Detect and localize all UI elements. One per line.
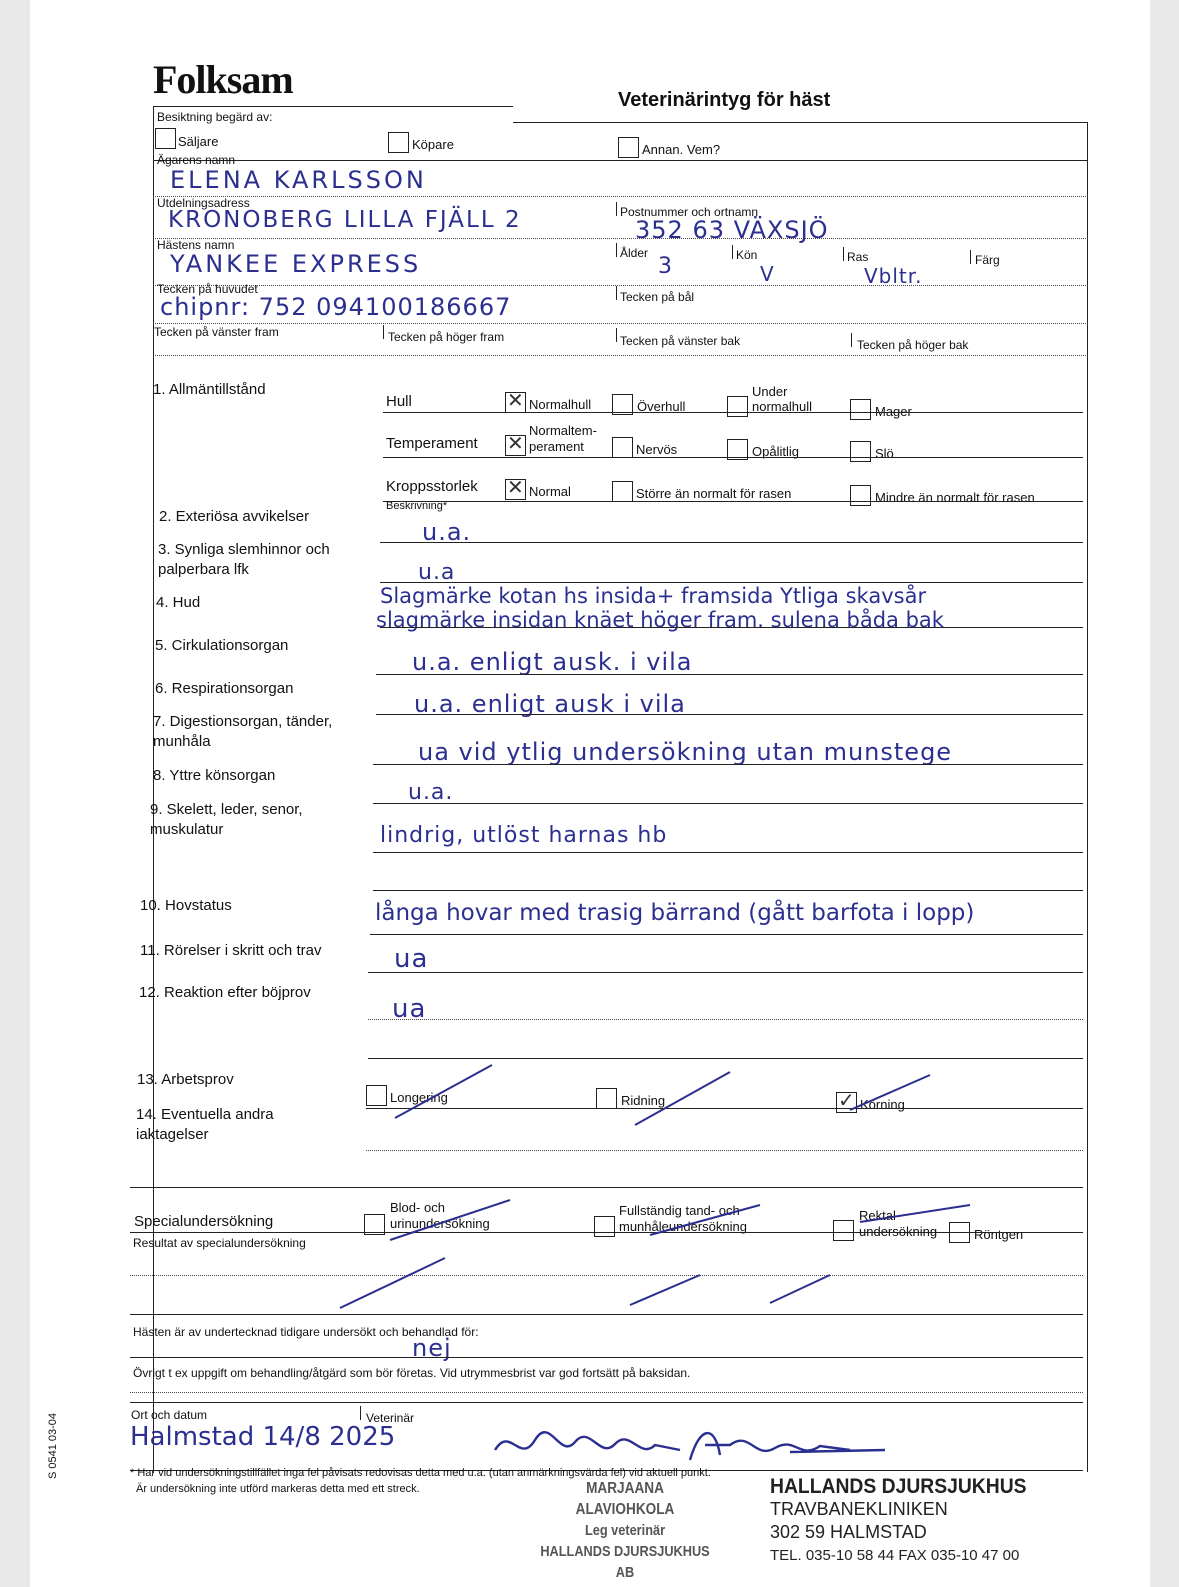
breed-label: Ras	[847, 250, 869, 264]
section-11-value: ua	[394, 944, 429, 974]
age-label: Ålder	[620, 246, 649, 260]
other-label: Annan. Vem?	[642, 142, 721, 157]
section-11-label: 11. Rörelser i skritt och trav	[140, 942, 322, 959]
form-sheet	[30, 0, 1150, 1587]
temperament-nervous-label: Nervös	[636, 442, 678, 457]
rectal-label: Rektal- undersökning	[859, 1208, 938, 1239]
sex-value: V	[760, 262, 775, 286]
strike-lines	[30, 0, 1150, 1587]
section-4-label: 4. Hud	[156, 594, 201, 611]
hull-label: Hull	[386, 393, 412, 410]
vet-label: Veterinär	[366, 1411, 415, 1425]
section-14-label: 14. Eventuella andra iaktagelser	[136, 1106, 274, 1143]
section-2-value: u.a.	[422, 518, 472, 546]
section-10-value: långa hovar med trasig bärrand (gått barfota i lopp)	[375, 900, 975, 926]
hull-over-label: Överhull	[637, 399, 686, 414]
section-5-label: 5. Cirkulationsorgan	[155, 637, 289, 654]
previous-value: nej	[412, 1334, 452, 1362]
special-result-label: Resultat av specialundersökning	[133, 1236, 306, 1250]
driving-label: Körning	[860, 1097, 905, 1112]
lh-markings-label: Tecken på vänster bak	[620, 334, 741, 348]
temperament-label: Temperament	[386, 435, 478, 452]
section-6-label: 6. Respirationsorgan	[155, 680, 294, 697]
sex-label: Kön	[736, 248, 758, 262]
other-notes-label: Övrigt t ex uppgift om behandling/åtgärd som bör företas. Vid utrymmesbrist var god fortsätt på baksidan.	[133, 1366, 691, 1380]
size-label: Kroppsstorlek	[386, 478, 478, 495]
section-3-value: u.a	[418, 560, 456, 585]
size-larger-label: Större än normalt för rasen	[636, 486, 792, 501]
section-8-label: 8. Yttre könsorgan	[153, 767, 276, 784]
size-normal-label: Normal	[529, 484, 571, 499]
stamp-vet-org: HALLANDS DJURSJUKHUS AB	[540, 1543, 710, 1581]
section-10-label: 10. Hovstatus	[140, 897, 232, 914]
section-9-label: 9. Skelett, leder, senor, muskulatur	[150, 801, 303, 838]
section-7-value: ua vid ytlig undersökning utan munstege	[418, 738, 953, 766]
breed-value: Vbltr.	[864, 264, 923, 288]
horse-name-value: YANKEE EXPRESS	[170, 250, 422, 278]
section-12-value: ua	[392, 994, 427, 1024]
dental-label: Fullständig tand- och munhåleundersökning	[619, 1203, 747, 1234]
owner-value: ELENA KARLSSON	[170, 166, 427, 194]
previous-label: Hästen är av undertecknad tidigare undersökt och behandlad för:	[133, 1325, 479, 1339]
longering-label: Longering	[390, 1090, 448, 1105]
form-code: S 0541 03-04	[47, 1412, 60, 1480]
postal-label: Postnummer och ortnamn	[620, 205, 759, 219]
section-13-label: 13. Arbetsprov	[137, 1071, 234, 1088]
head-markings-label: Tecken på huvudet	[157, 282, 258, 296]
section-8-value: u.a.	[408, 780, 454, 805]
temperament-normal-label: Normaltem- perament	[529, 423, 597, 454]
seller-label: Säljare	[178, 134, 219, 149]
requested-label: Besiktning begärd av:	[157, 110, 273, 124]
description-label: Beskrivning*	[386, 500, 448, 512]
section-7-label: 7. Digestionsorgan, tänder, munhåla	[153, 713, 333, 750]
footnote-2: Är undersökning inte utförd markeras detta med ett streck.	[136, 1483, 420, 1495]
check-mark-icon: ✕	[507, 433, 524, 455]
size-smaller-label: Mindre än normalt för rasen	[875, 490, 1035, 505]
stamp-clinic-name: HALLANDS DJURSJUKHUS	[770, 1475, 1027, 1498]
place-date-label: Ort och datum	[131, 1408, 208, 1422]
stamp-vet-name: MARJAANA ALAVIOHKOLA	[575, 1480, 675, 1518]
rh-markings-label: Tecken på höger bak	[857, 338, 969, 352]
section-6-value: u.a. enligt ausk i vila	[414, 690, 686, 718]
owner-label: Ägarens namn	[157, 153, 236, 167]
section-5-value: u.a. enligt ausk. i vila	[412, 648, 693, 676]
color-label: Färg	[975, 253, 1000, 267]
section-12-label: 12. Reaktion efter böjprov	[139, 984, 311, 1001]
postal-value: 352 63 VÄXSJÖ	[635, 216, 829, 244]
riding-label: Ridning	[621, 1093, 666, 1108]
hull-under-label: Under normalhull	[752, 384, 812, 414]
section-4-value: Slagmärke kotan hs insida+ framsida Ytliga skavsår	[380, 584, 927, 608]
address-value: KRONOBERG LILLA FJÄLL 2	[168, 207, 522, 233]
xray-label: Röntgen	[974, 1227, 1024, 1242]
body-markings-label: Tecken på bål	[620, 290, 695, 304]
rf-markings-label: Tecken på höger fram	[388, 330, 505, 344]
head-markings-value: chipnr: 752 094100186667	[160, 293, 512, 321]
check-mark-icon: ✓	[838, 1090, 855, 1112]
vet-stamp	[520, 1478, 730, 1583]
horse-name-label: Hästens namn	[157, 238, 235, 252]
hull-normal-label: Normalhull	[529, 397, 592, 412]
blood-urine-label: Blod- och urinundersökning	[390, 1200, 490, 1231]
place-date-value: Halmstad 14/8 2025	[130, 1422, 396, 1452]
hull-lean-label: Mager	[875, 404, 912, 419]
stamp-clinic-phone: TEL. 035-10 58 44 FAX 035-10 47 00	[770, 1547, 1020, 1564]
stamp-clinic-address: 302 59 HALMSTAD	[770, 1522, 927, 1542]
stamp-clinic-dept: TRAVBANEKLINIKEN	[770, 1499, 948, 1519]
section-4-value-2: slagmärke insidan knäet höger fram. sulena båda bak	[376, 608, 944, 632]
lf-markings-label: Tecken på vänster fram	[154, 325, 279, 339]
section-2-label: 2. Exteriösa avvikelser	[159, 508, 310, 525]
footnote-1: * Har vid undersökningstillfället inga fel påvisats redovisas detta med u.a. (utan anmärkningsvärda fel) vid aktuell punkt.	[130, 1467, 711, 1479]
clinic-stamp	[770, 1475, 1140, 1564]
section-1-label: 1. Allmäntillstånd	[153, 381, 266, 398]
form-title: Veterinärintyg för häst	[618, 89, 831, 111]
folksam-logo: Folksam	[153, 57, 293, 102]
temperament-unreliable-label: Opålitlig	[752, 444, 799, 459]
check-mark-icon: ✕	[507, 477, 524, 499]
section-9-value: lindrig, utlöst harnas hb	[380, 823, 668, 848]
stamp-vet-title: Leg veterinär	[584, 1522, 666, 1539]
check-mark-icon: ✕	[507, 390, 524, 412]
section-3-label: 3. Synliga slemhinnor och palperbara lfk	[158, 541, 330, 578]
address-label: Utdelningsadress	[157, 196, 250, 210]
special-label: Specialundersökning	[134, 1213, 274, 1230]
temperament-dull-label: Slö	[875, 446, 894, 461]
buyer-label: Köpare	[412, 137, 454, 152]
age-value: 3	[658, 254, 673, 279]
